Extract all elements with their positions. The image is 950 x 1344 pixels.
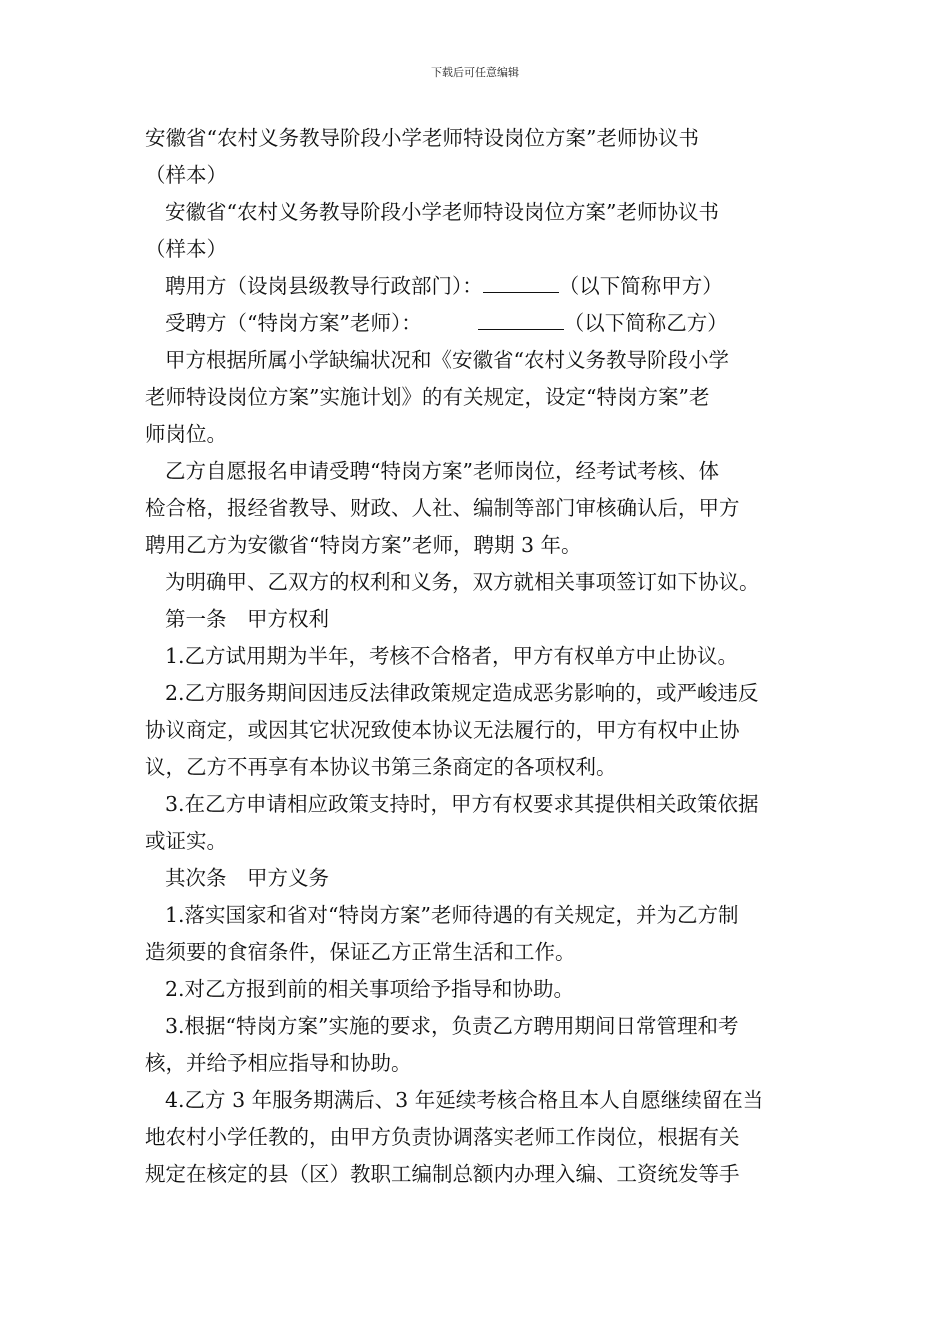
employer-label: 聘用方（设岗县级教导行政部门）： [165,274,483,298]
employer-line [145,268,807,305]
subtitle-line-2: （样本） [145,237,227,261]
intro-p1-line-2: 老师特设岗位方案”实施计划》的有关规定，设定“特岗方案”老 [145,385,710,409]
article1-item2-line-3: 议，乙方不再享有本协议书第三条商定的各项权利。 [145,755,617,779]
employee-label: 受聘方（“特岗方案”老师）： [165,311,422,335]
page-header: 下载后可任意编辑 [431,66,519,79]
article1-item1: 1.乙方试用期为半年，考核不合格者，甲方有权单方中止协议。 [165,644,739,668]
article2-heading: 其次条 甲方义务 [165,866,329,890]
employee-suffix: （以下简称乙方） [563,311,728,335]
employee-line [145,305,807,342]
article2-item3-line-2: 核，并给予相应指导和协助。 [145,1051,412,1075]
article2-item4-line-2: 地农村小学任教的，由甲方负责协调落实老师工作岗位，根据有关 [145,1125,740,1149]
article1-heading: 第一条 甲方权利 [165,607,329,631]
employer-blank [483,268,559,293]
intro-p2-line-3: 聘用乙方为安徽省“特岗方案”老师，聘期 3 年。 [145,533,582,557]
document-body [145,120,807,1193]
article2-item1-line-2: 造须要的食宿条件，保证乙方正常生活和工作。 [145,940,576,964]
article1-item3-line-2: 或证实。 [145,829,227,853]
article2-item3-line-1: 3.根据“特岗方案”实施的要求，负责乙方聘用期间日常管理和考 [165,1014,739,1038]
article1-item2-line-2: 协议商定，或因其它状况致使本协议无法履行的，甲方有权中止协 [145,718,740,742]
article2-item4-line-3: 规定在核定的县（区）教职工编制总额内办理入编、工资统发等手 [145,1162,740,1186]
intro-p3: 为明确甲、乙双方的权利和义务，双方就相关事项签订如下协议。 [165,570,760,594]
employee-blank [478,305,564,330]
intro-p1-line-1: 甲方根据所属小学缺编状况和《安徽省“农村义务教导阶段小学 [165,348,729,372]
article1-item2-line-1: 2.乙方服务期间因违反法律政策规定造成恶劣影响的，或严峻违反 [165,681,759,705]
title-line-1: 安徽省“农村义务教导阶段小学老师特设岗位方案”老师协议书 [145,126,699,150]
intro-p2-line-1: 乙方自愿报名申请受聘“特岗方案”老师岗位，经考试考核、体 [165,459,719,483]
employer-suffix: （以下简称甲方） [558,274,723,298]
article2-item1-line-1: 1.落实国家和省对“特岗方案”老师待遇的有关规定，并为乙方制 [165,903,739,927]
article1-item3-line-1: 3.在乙方申请相应政策支持时，甲方有权要求其提供相关政策依据 [165,792,759,816]
article2-item2: 2.对乙方报到前的相关事项给予指导和协助。 [165,977,575,1001]
article2-item4-line-1: 4.乙方 3 年服务期满后、3 年延续考核合格且本人自愿继续留在当 [165,1088,764,1112]
intro-p1-line-3: 师岗位。 [145,422,227,446]
intro-p2-line-2: 检合格，报经省教导、财政、人社、编制等部门审核确认后，甲方 [145,496,740,520]
subtitle-line-1: 安徽省“农村义务教导阶段小学老师特设岗位方案”老师协议书 [165,200,719,224]
title-line-2: （样本） [145,163,227,187]
